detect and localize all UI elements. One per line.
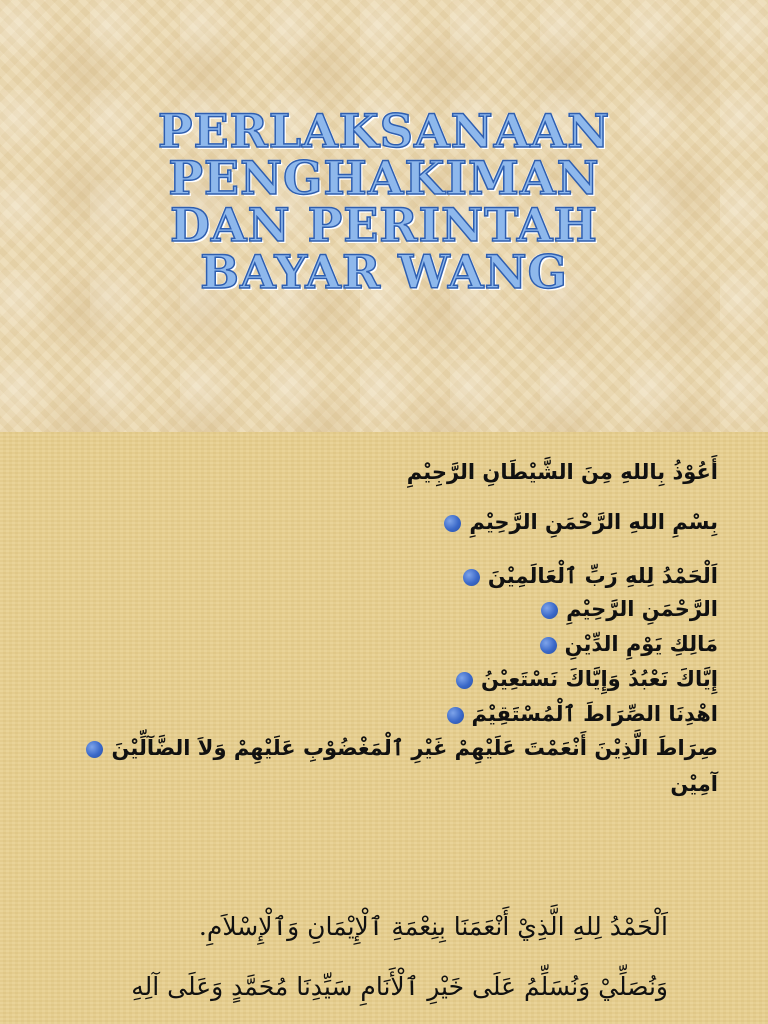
- closing-text: وَنُصَلِّيْ وَنُسَلِّمُ عَلَى خَيْرِ ٱلْأَنَامِ سَيِّدِنَا مُحَمَّدٍ وَعَلَى آلِهِ: [131, 972, 668, 1001]
- verse-text: بِسْمِ اللهِ الرَّحْمَنِ الرَّحِيْمِ: [469, 510, 718, 534]
- verse-item: [540, 630, 718, 658]
- title-line: PERLAKSANAAN: [157, 104, 611, 158]
- bullet-icon: [456, 672, 473, 689]
- verse-text: صِرَاطَ الَّذِيْنَ أَنْعَمْتَ عَلَيْهِمْ غَيْرِ ٱلْمَغْضُوْبِ عَلَيْهِمْ وَلاَ الضَّآلِّيْنَ: [111, 736, 718, 760]
- bullet-icon: [463, 569, 480, 586]
- bullet-icon: [540, 637, 557, 654]
- title-line: DAN PERINTAH: [170, 198, 598, 252]
- closing-line: [131, 970, 668, 1004]
- verse-item: [86, 734, 718, 762]
- title-line: BAYAR WANG: [200, 245, 568, 299]
- verse-text: الرَّحْمَنِ الرَّحِيْمِ: [566, 597, 718, 621]
- verse-item: [541, 595, 718, 623]
- closing-line: [199, 910, 668, 944]
- bullet-icon: [444, 515, 461, 532]
- verse-text: اَلْحَمْدُ لِلهِ رَبِّ ٱلْعَالَمِيْنَ: [487, 564, 718, 588]
- verse-text: آمِيْن: [670, 772, 718, 796]
- bullet-icon: [541, 602, 558, 619]
- verse-taawwudh: [407, 458, 718, 486]
- title-slide: [0, 0, 768, 432]
- verse-item: [463, 562, 718, 590]
- verse-item: [444, 508, 718, 536]
- verse-item: [447, 700, 719, 728]
- verse-text: أَعُوْذُ بِاللهِ مِنَ الشَّيْطَانِ الرَّجِيْمِ: [406, 460, 718, 484]
- closing-text: اَلْحَمْدُ لِلهِ الَّذِيْ أَنْعَمَنَا بِنِعْمَةِ ٱلْإِيْمَانِ وَٱلْإِسْلاَمِ.: [198, 912, 668, 941]
- title-line: PENGHAKIMAN: [168, 151, 600, 205]
- verse-text: إِيَّاكَ نَعْبُدُ وَإِيَّاكَ نَسْتَعِيْنُ: [480, 667, 718, 691]
- verse-text: اهْدِنَا الصِّرَاطَ ٱلْمُسْتَقِيْمَ: [471, 702, 718, 726]
- slide-title: [0, 104, 768, 299]
- bullet-icon: [447, 707, 464, 724]
- bullet-icon: [86, 741, 103, 758]
- verse-text: مَالِكِ يَوْمِ الدِّيْنِ: [564, 632, 718, 656]
- verse-item: [456, 665, 718, 693]
- verse-amin: [670, 770, 718, 798]
- prayer-slide: [0, 432, 768, 1024]
